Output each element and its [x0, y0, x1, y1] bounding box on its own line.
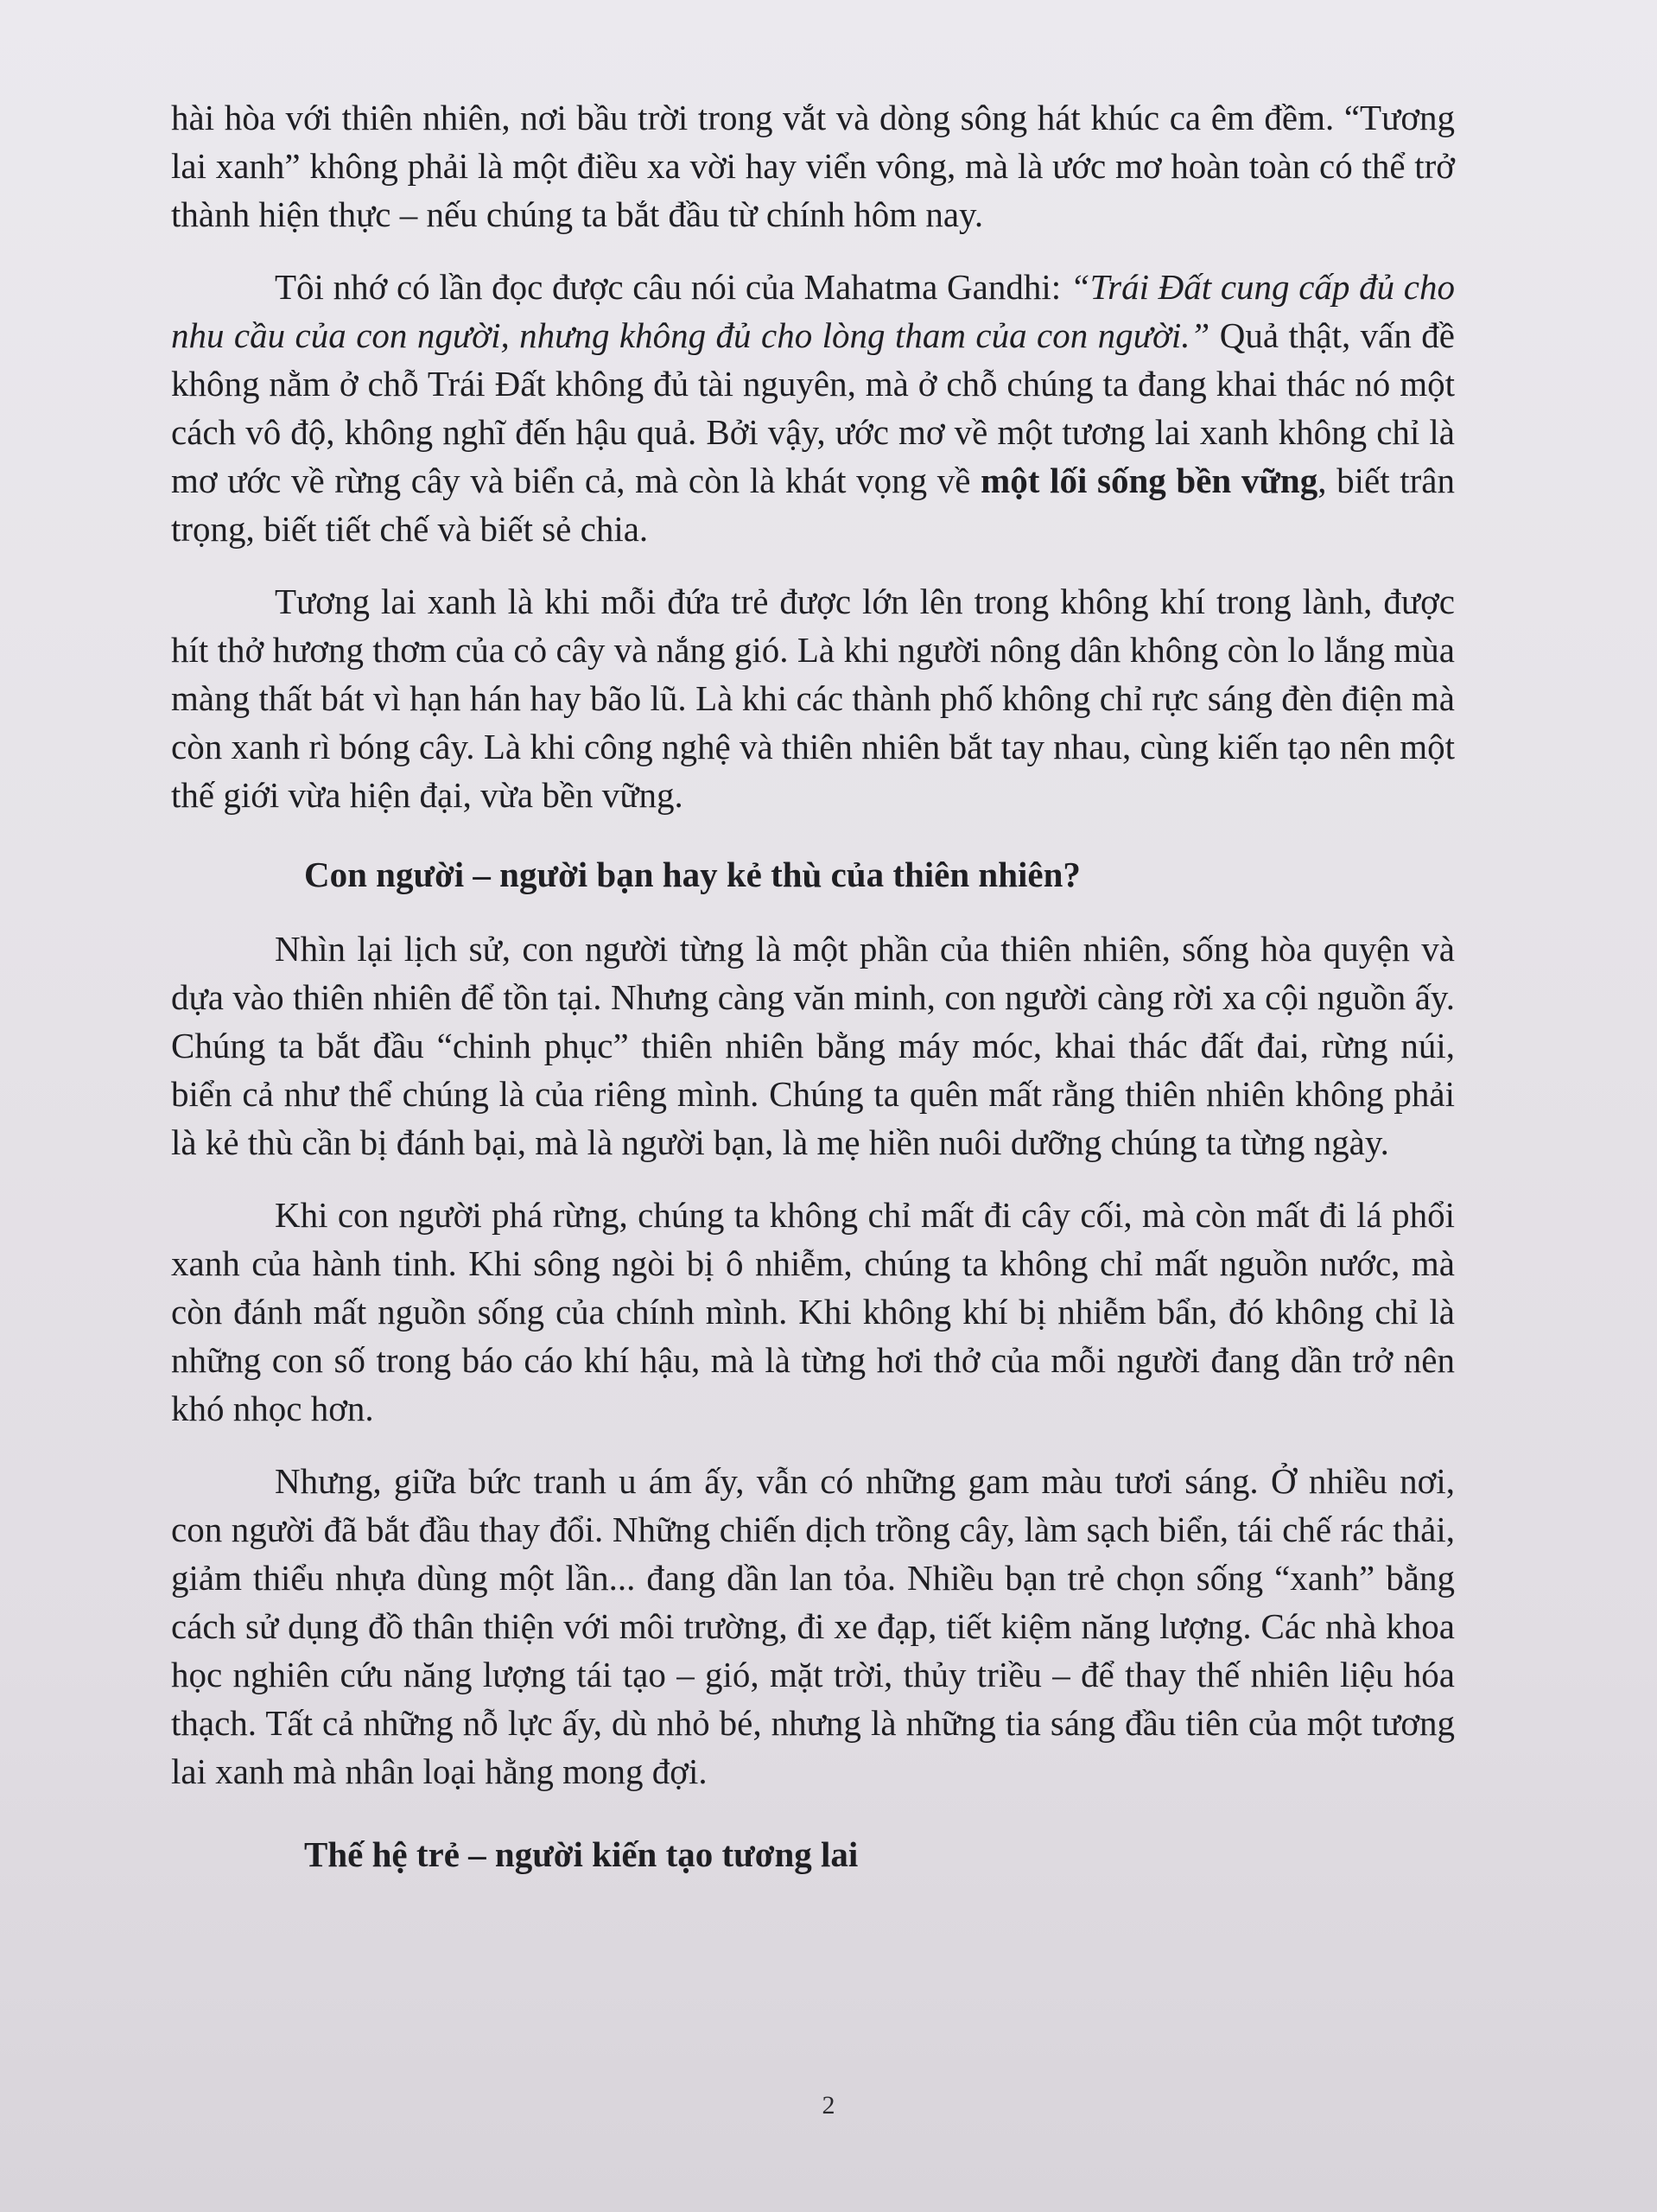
paragraph-gandhi-quote: [171, 263, 1455, 553]
gandhi-quote: “Trái Đất cung cấp đủ cho nhu cầu của con người, nhưng không đủ cho lòng tham của con người.”: [171, 267, 1455, 355]
section-heading-humans-nature: Con người – người bạn hay kẻ thù của thiên nhiên?: [304, 855, 1081, 894]
page-number: 2: [822, 2091, 835, 2120]
paragraph-green-future: Tương lai xanh là khi mỗi đứa trẻ được lớn lên trong không khí trong lành, được hít thở hương thơm của cỏ cây và nắng gió. Là khi người nông dân không còn lo lắng mùa màng thất bát vì hạn hán hay bão lũ. Là khi các thành phố không chỉ rực sáng đèn điện mà còn xanh rì bóng cây. Là khi công nghệ và thiên nhiên bắt tay nhau, cùng kiến tạo nên một thế giới vừa hiện đại, vừa bền vững.: [171, 582, 1455, 815]
section-heading-young-generation: Thế hệ trẻ – người kiến tạo tương lai: [304, 1834, 859, 1874]
paragraph-intro: hài hòa với thiên nhiên, nơi bầu trời trong vắt và dòng sông hát khúc ca êm đềm. “Tương lai xanh” không phải là một điều xa vời hay viển vông, mà là ước mơ hoàn toàn có thể trở thành hiện thực – nếu chúng ta bắt đầu từ chính hôm nay.: [171, 98, 1455, 234]
paragraph-history: Nhìn lại lịch sử, con người từng là một phần của thiên nhiên, sống hòa quyện và dựa vào thiên nhiên để tồn tại. Nhưng càng văn minh, con người càng rời xa cội nguồn ấy. Chúng ta bắt đầu “chinh phục” thiên nhiên bằng máy móc, khai thác đất đai, rừng núi, biển cả như thể chúng là của riêng mình. Chúng ta quên mất rằng thiên nhiên không phải là kẻ thù cần bị đánh bại, mà là người bạn, là mẹ hiền nuôi dưỡng chúng ta từng ngày.: [171, 929, 1455, 1162]
page-body: [171, 93, 1455, 1904]
paragraph-text: , biết trân trọng, biết tiết chế và biết sẻ chia.: [171, 461, 1455, 549]
paragraph-deforestation: Khi con người phá rừng, chúng ta không chỉ mất đi cây cối, mà còn mất đi lá phổi xanh của hành tinh. Khi sông ngòi bị ô nhiễm, chúng ta không chỉ mất nguồn nước, mà còn đánh mất nguồn sống của chính mình. Khi không khí bị nhiễm bẩn, đó không chỉ là những con số trong báo cáo khí hậu, mà là từng hơi thở của mỗi người đang dần trở nên khó nhọc hơn.: [171, 1195, 1455, 1428]
paragraph-text: Quả thật, vấn đề không nằm ở chỗ Trái Đất không đủ tài nguyên, mà ở chỗ chúng ta đang khai thác nó một cách vô độ, không nghĩ đến hậu quả. Bởi vậy, ước mơ về một tương lai xanh không chỉ là mơ ước về rừng cây và biển cả, mà còn là khát vọng về: [171, 315, 1455, 500]
paragraph-text: Tôi nhớ có lần đọc được câu nói của Mahatma Gandhi:: [275, 267, 1070, 307]
emphasis-sustainable-lifestyle: một lối sống bền vững: [981, 461, 1318, 500]
paragraph-bright-colors: Nhưng, giữa bức tranh u ám ấy, vẫn có những gam màu tươi sáng. Ở nhiều nơi, con người đã bắt đầu thay đổi. Những chiến dịch trồng cây, làm sạch biển, tái chế rác thải, giảm thiểu nhựa dùng một lần... đang dần lan tỏa. Nhiều bạn trẻ chọn sống “xanh” bằng cách sử dụng đồ thân thiện với môi trường, đi xe đạp, tiết kiệm năng lượng. Các nhà khoa học nghiên cứu năng lượng tái tạo – gió, mặt trời, thủy triều – để thay thế nhiên liệu hóa thạch. Tất cả những nỗ lực ấy, dù nhỏ bé, nhưng là những tia sáng đầu tiên của một tương lai xanh mà nhân loại hằng mong đợi.: [171, 1461, 1455, 1791]
